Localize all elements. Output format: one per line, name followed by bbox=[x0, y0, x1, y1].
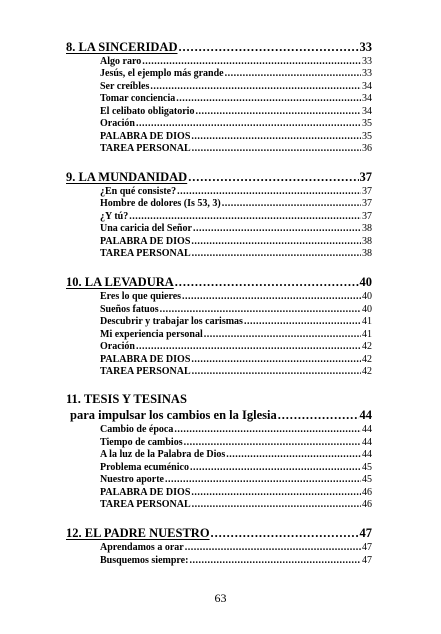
dot-leader bbox=[185, 542, 361, 553]
toc-entry-page: 33 bbox=[362, 68, 372, 79]
dot-leader bbox=[191, 131, 361, 142]
toc-entry-label: Oración bbox=[100, 118, 135, 129]
dot-leader bbox=[222, 198, 361, 209]
toc-entry[interactable] bbox=[100, 248, 372, 259]
dot-leader bbox=[192, 248, 361, 259]
dot-leader bbox=[211, 526, 359, 541]
toc-entry-page: 36 bbox=[362, 143, 372, 154]
toc-entry-label: El celibato obligatorio bbox=[100, 106, 195, 117]
toc-entry-label: Busquemos siempre: bbox=[100, 555, 189, 566]
toc-entry[interactable] bbox=[100, 474, 372, 485]
toc-entry-page: 47 bbox=[362, 542, 372, 553]
toc-entry-page: 44 bbox=[362, 449, 372, 460]
toc-entry[interactable] bbox=[100, 56, 372, 67]
toc-heading-title: 11. TESIS Y TESINAS bbox=[66, 392, 187, 406]
dot-leader bbox=[165, 474, 361, 485]
toc-entry-page: 37 bbox=[362, 198, 372, 209]
toc-heading-page: 37 bbox=[359, 170, 372, 184]
toc-entry-page: 38 bbox=[362, 248, 372, 259]
toc-entry-label: Aprendamos a orar bbox=[100, 542, 184, 553]
dot-leader bbox=[244, 316, 361, 327]
toc-entry-page: 45 bbox=[362, 462, 372, 473]
toc-entry-label: Ser creíbles bbox=[100, 81, 150, 92]
toc-entry-label: ¿Y tú? bbox=[100, 211, 129, 222]
toc-entry[interactable] bbox=[100, 487, 372, 498]
dot-leader bbox=[192, 366, 361, 377]
toc-entry[interactable] bbox=[100, 316, 372, 327]
toc-heading-continuation[interactable] bbox=[70, 408, 372, 423]
dot-leader bbox=[184, 437, 361, 448]
toc-entry-label: Problema ecuménico bbox=[100, 462, 189, 473]
toc-entry-label: Mi experiencia personal bbox=[100, 329, 203, 340]
toc-entry[interactable] bbox=[100, 329, 372, 340]
dot-leader bbox=[178, 40, 358, 55]
toc-entry-page: 38 bbox=[362, 223, 372, 234]
toc-entry-page: 37 bbox=[362, 186, 372, 197]
toc-heading-title: 10. LA LEVADURA bbox=[66, 275, 174, 289]
toc-heading[interactable] bbox=[66, 275, 372, 290]
toc-entry-label: Hombre de dolores (Is 53, 3) bbox=[100, 198, 221, 209]
toc-entry-label: Algo raro bbox=[100, 56, 142, 67]
toc-entry-label: PALABRA DE DIOS bbox=[100, 487, 191, 498]
dot-leader bbox=[191, 354, 361, 365]
toc-entry-page: 44 bbox=[362, 424, 372, 435]
toc-entry-label: Tiempo de cambios bbox=[100, 437, 183, 448]
dot-leader bbox=[204, 329, 361, 340]
dot-leader bbox=[192, 499, 361, 510]
toc-entry-label: TAREA PERSONAL bbox=[100, 248, 191, 259]
dot-leader bbox=[195, 106, 361, 117]
toc-entry-label: Jesús, el ejemplo más grande bbox=[100, 68, 224, 79]
toc-entry-page: 46 bbox=[362, 487, 372, 498]
toc-entry-page: 34 bbox=[362, 93, 372, 104]
dot-leader bbox=[191, 236, 361, 247]
toc-entry-page: 42 bbox=[362, 341, 372, 352]
toc-entry[interactable] bbox=[100, 143, 372, 154]
toc-entry-page: 44 bbox=[362, 437, 372, 448]
toc-entry-label: Una caricia del Señor bbox=[100, 223, 192, 234]
toc-entry[interactable] bbox=[100, 291, 372, 302]
toc-entry[interactable] bbox=[100, 341, 372, 352]
toc-heading[interactable] bbox=[66, 170, 372, 185]
toc-heading[interactable] bbox=[66, 40, 372, 55]
toc-entry-page: 38 bbox=[362, 236, 372, 247]
toc-entry-label: Descubrir y trabajar los carismas bbox=[100, 316, 243, 327]
toc-entry-page: 42 bbox=[362, 366, 372, 377]
toc-entry-page: 37 bbox=[362, 211, 372, 222]
dot-leader bbox=[176, 93, 361, 104]
toc-entry[interactable] bbox=[100, 81, 372, 92]
dot-leader bbox=[129, 211, 361, 222]
dot-leader bbox=[160, 304, 361, 315]
page-number: 63 bbox=[214, 591, 227, 605]
dot-leader bbox=[175, 275, 359, 290]
toc-entry-page: 41 bbox=[362, 316, 372, 327]
toc-heading-title: 8. LA SINCERIDAD bbox=[66, 40, 178, 54]
toc-entry-label: Cambio de época bbox=[100, 424, 174, 435]
toc-heading-title-cont: para impulsar los cambios en la Iglesia bbox=[70, 408, 277, 422]
toc-entry[interactable] bbox=[100, 131, 372, 142]
toc-entry-label: TAREA PERSONAL bbox=[100, 499, 191, 510]
dot-leader bbox=[177, 186, 361, 197]
toc-entry[interactable] bbox=[100, 236, 372, 247]
toc-entry-page: 41 bbox=[362, 329, 372, 340]
toc-heading-title: 12. EL PADRE NUESTRO bbox=[66, 526, 210, 540]
dot-leader bbox=[136, 341, 361, 352]
dot-leader bbox=[278, 408, 359, 423]
dot-leader bbox=[142, 56, 361, 67]
toc-entry-page: 34 bbox=[362, 81, 372, 92]
toc-heading[interactable] bbox=[66, 392, 372, 407]
dot-leader bbox=[226, 449, 361, 460]
toc-entry-page: 42 bbox=[362, 354, 372, 365]
dot-leader bbox=[191, 487, 361, 498]
dot-leader bbox=[174, 424, 361, 435]
toc-entry-label: TAREA PERSONAL bbox=[100, 366, 191, 377]
dot-leader bbox=[190, 462, 361, 473]
toc-heading[interactable] bbox=[66, 526, 372, 541]
toc-entry[interactable] bbox=[100, 424, 372, 435]
toc-heading-title: 9. LA MUNDANIDAD bbox=[66, 170, 188, 184]
toc-entry[interactable] bbox=[100, 499, 372, 510]
toc-entry-label: Nuestro aporte bbox=[100, 474, 164, 485]
toc-entry-page: 40 bbox=[362, 304, 372, 315]
toc-entry[interactable] bbox=[100, 223, 372, 234]
toc-entry-label: ¿En qué consiste? bbox=[100, 186, 177, 197]
toc-entry-label: Sueños fatuos bbox=[100, 304, 159, 315]
dot-leader bbox=[136, 118, 361, 129]
toc-entry-label: A la luz de la Palabra de Dios bbox=[100, 449, 226, 460]
toc-entry[interactable] bbox=[100, 186, 372, 197]
dot-leader bbox=[188, 170, 358, 185]
dot-leader bbox=[225, 68, 361, 79]
dot-leader bbox=[189, 555, 361, 566]
toc-entry-label: PALABRA DE DIOS bbox=[100, 236, 191, 247]
toc-entry-label: Tomar conciencia bbox=[100, 93, 176, 104]
toc-entry-label: PALABRA DE DIOS bbox=[100, 131, 191, 142]
toc-entry[interactable] bbox=[100, 93, 372, 104]
toc-heading-page: 40 bbox=[359, 275, 372, 289]
toc-entry-page: 47 bbox=[362, 555, 372, 566]
toc-entry[interactable] bbox=[100, 354, 372, 365]
toc-entry[interactable] bbox=[100, 555, 372, 566]
toc-entry[interactable] bbox=[100, 304, 372, 315]
toc-heading-page: 33 bbox=[359, 40, 372, 54]
dot-leader bbox=[193, 223, 361, 234]
toc-heading-page: 47 bbox=[359, 526, 372, 540]
toc-entry-label: PALABRA DE DIOS bbox=[100, 354, 191, 365]
toc-entry[interactable] bbox=[100, 211, 372, 222]
toc-entry-page: 34 bbox=[362, 106, 372, 117]
dot-leader bbox=[150, 81, 361, 92]
toc-heading-page: 44 bbox=[359, 408, 372, 422]
toc-entry[interactable] bbox=[100, 462, 372, 473]
toc-entry-label: Oración bbox=[100, 341, 135, 352]
toc-entry[interactable] bbox=[100, 366, 372, 377]
toc-entry-page: 45 bbox=[362, 474, 372, 485]
toc-entry-label: TAREA PERSONAL bbox=[100, 143, 191, 154]
toc-entry[interactable] bbox=[100, 68, 372, 79]
toc-entry-label: Eres lo que quieres bbox=[100, 291, 182, 302]
dot-leader bbox=[192, 143, 361, 154]
toc-entry-page: 35 bbox=[362, 118, 372, 129]
toc-entry[interactable] bbox=[100, 542, 372, 553]
toc-entry[interactable] bbox=[100, 118, 372, 129]
toc-entry[interactable] bbox=[100, 198, 372, 209]
toc-entry[interactable] bbox=[100, 106, 372, 117]
toc-entry[interactable] bbox=[100, 449, 372, 460]
toc-entry-page: 40 bbox=[362, 291, 372, 302]
toc-entry-page: 33 bbox=[362, 56, 372, 67]
toc-entry[interactable] bbox=[100, 437, 372, 448]
toc-entry-page: 35 bbox=[362, 131, 372, 142]
dot-leader bbox=[182, 291, 361, 302]
toc-entry-page: 46 bbox=[362, 499, 372, 510]
